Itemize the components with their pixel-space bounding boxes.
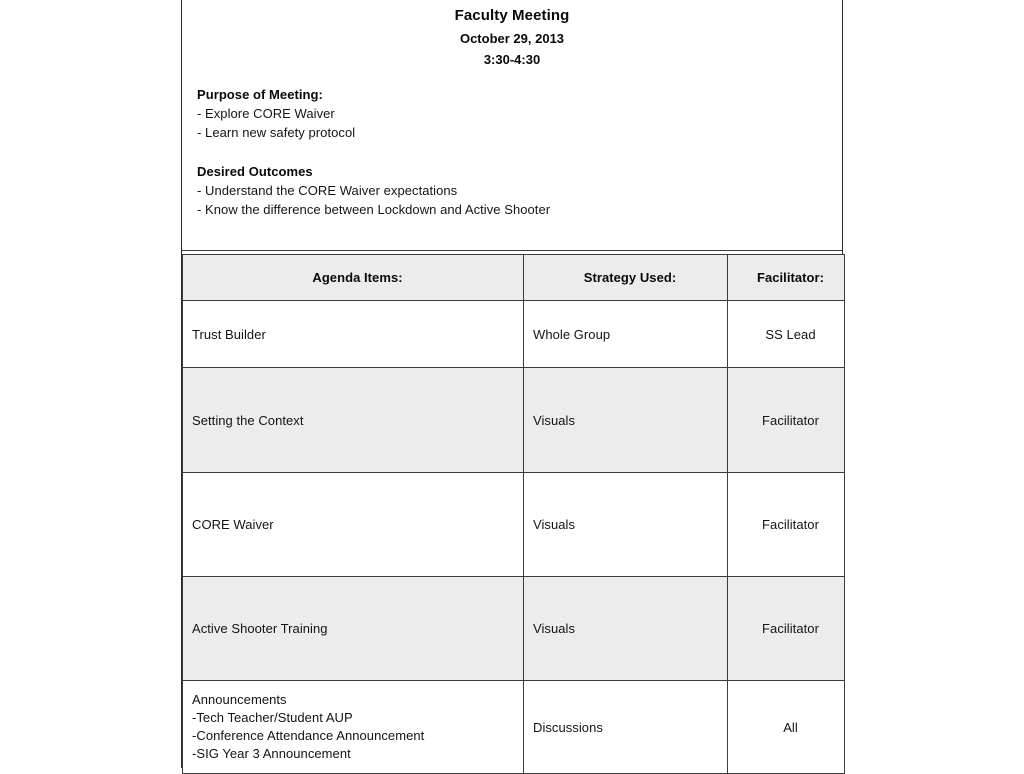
agenda-table-container [182,254,844,774]
column-header-agenda-items: Agenda Items: [183,255,524,301]
cell-strategy: Whole Group [524,301,728,368]
desired-outcomes-section [197,164,550,217]
table-row [183,577,845,681]
table-row [183,681,845,774]
announcement-line: Announcements [192,692,287,707]
cell-agenda-item: Setting the Context [183,368,524,473]
page-title: Faculty Meeting [454,7,570,24]
cell-facilitator: Facilitator [728,368,845,473]
cell-strategy: Discussions [524,681,728,774]
meeting-date: October 29, 2013 [459,31,565,46]
meeting-time: 3:30-4:30 [483,52,541,67]
document-page [181,0,843,768]
cell-strategy: Visuals [524,577,728,681]
cell-strategy: Visuals [524,473,728,577]
meeting-header-block [182,0,842,251]
purpose-of-meeting-section [197,87,355,140]
outcome-item: - Understand the CORE Waiver expectations [197,183,458,198]
column-header-strategy-used: Strategy Used: [524,255,728,301]
purpose-item: - Learn new safety protocol [197,125,356,140]
cell-facilitator: Facilitator [728,577,845,681]
cell-agenda-item: CORE Waiver [183,473,524,577]
cell-facilitator: All [728,681,845,774]
cell-strategy: Visuals [524,368,728,473]
table-row [183,473,845,577]
cell-facilitator: Facilitator [728,473,845,577]
column-header-facilitator: Facilitator: [728,255,845,301]
cell-agenda-item [183,681,524,774]
announcement-line: -Conference Attendance Announcement [192,728,425,743]
outcomes-heading: Desired Outcomes [197,164,313,179]
table-row [183,301,845,368]
cell-agenda-item: Active Shooter Training [183,577,524,681]
table-header-row [183,255,845,301]
agenda-table [182,254,845,774]
announcement-line: -Tech Teacher/Student AUP [192,710,353,725]
cell-agenda-item: Trust Builder [183,301,524,368]
outcome-item: - Know the difference between Lockdown and Active Shooter [197,202,551,217]
purpose-heading: Purpose of Meeting: [197,87,323,102]
purpose-item: - Explore CORE Waiver [197,106,335,121]
table-row [183,368,845,473]
announcement-line: -SIG Year 3 Announcement [192,746,351,761]
cell-facilitator: SS Lead [728,301,845,368]
